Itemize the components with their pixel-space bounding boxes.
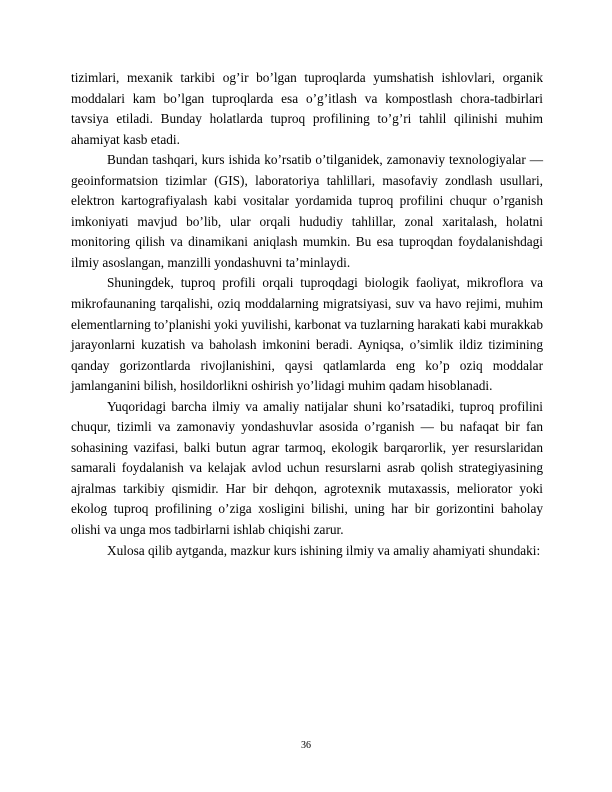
paragraph-biological-activity: Shuningdek, tuproq profili orqali tuproqdagi biologik faoliyat, mikroflora va mikrofaunaning tarqalishi, oziq moddalarning migratsiyasi, suv va havo rejimi, muhim elementlarning to’planishi yoki yuvilishi, karbonat va tuzlarning harakati kabi murakkab jarayonlarni kuzatish va baholash imkonini beradi. Ayniqsa, o’simlik ildiz tizimining qanday gorizontlarda rivojlanishini, qaysi qatlamlarda eng ko’p oziq moddalar jamlanganini bilish, hosildorlikni oshirish yo’lidagi muhim qadam hisoblanadi. xyxy=(71,275,543,394)
paragraph-continuation: tizimlari, mexanik tarkibi og’ir bo’lgan tuproqlarda yumshatish ishlovlari, organik moddalari kam bo’lgan tuproqlarda esa o’g’itlash va kompostlash chora-tadbirlari tavsiya etiladi. Bunday holatlarda tuproq profilining to’g’ri tahlil qilinishi muhim ahamiyat kasb etadi. xyxy=(71,70,543,147)
paragraph-scientific-results: Yuqoridagi barcha ilmiy va amaliy natijalar shuni ko’rsatadiki, tuproq profilini chuqur, tizimli va zamonaviy yondashuvlar asosida o’rganish — bu nafaqat bir fan sohasining vazifasi, balki butun agrar tarmoq, ekologik barqarorlik, yer resurslaridan samarali foydalanish va kelajak avlod uchun resurslarni asrab qolish strategiyasining ajralmas tarkibiy qismidir. Har bir dehqon, agrotexnik mutaxassis, meliorator yoki ekolog tuproq profilining o’ziga xosligini bilishi, uning har bir gorizontini baholay olishi va unga mos tadbirlarni ishlab chiqishi zarur. xyxy=(71,398,543,538)
page-number: 36 xyxy=(301,740,311,751)
paragraph-modern-technologies: Bundan tashqari, kurs ishida ko’rsatib o’tilganidek, zamonaviy texnologiyalar — geoinformatsion tizimlar (GIS), laboratoriya tahlillari, masofaviy zondlash usullari, elektron kartografiyalash kabi vositalar yordamida tuproq profilini chuqur o’rganish imkoniyati mavjud bo’lib, ular orqali hududiy tahlillar, zonal xaritalash, holatni monitoring qilish va dinamikani aniqlash mumkin. Bu esa tuproqdan foydalanishdagi ilmiy asoslangan, manzilli yondashuvni ta’minlaydi. xyxy=(71,152,543,270)
page-body xyxy=(71,68,543,561)
paragraph-conclusion-intro: Xulosa qilib aytganda, mazkur kurs ishining ilmiy va amaliy ahamiyati shundaki: xyxy=(107,542,541,558)
